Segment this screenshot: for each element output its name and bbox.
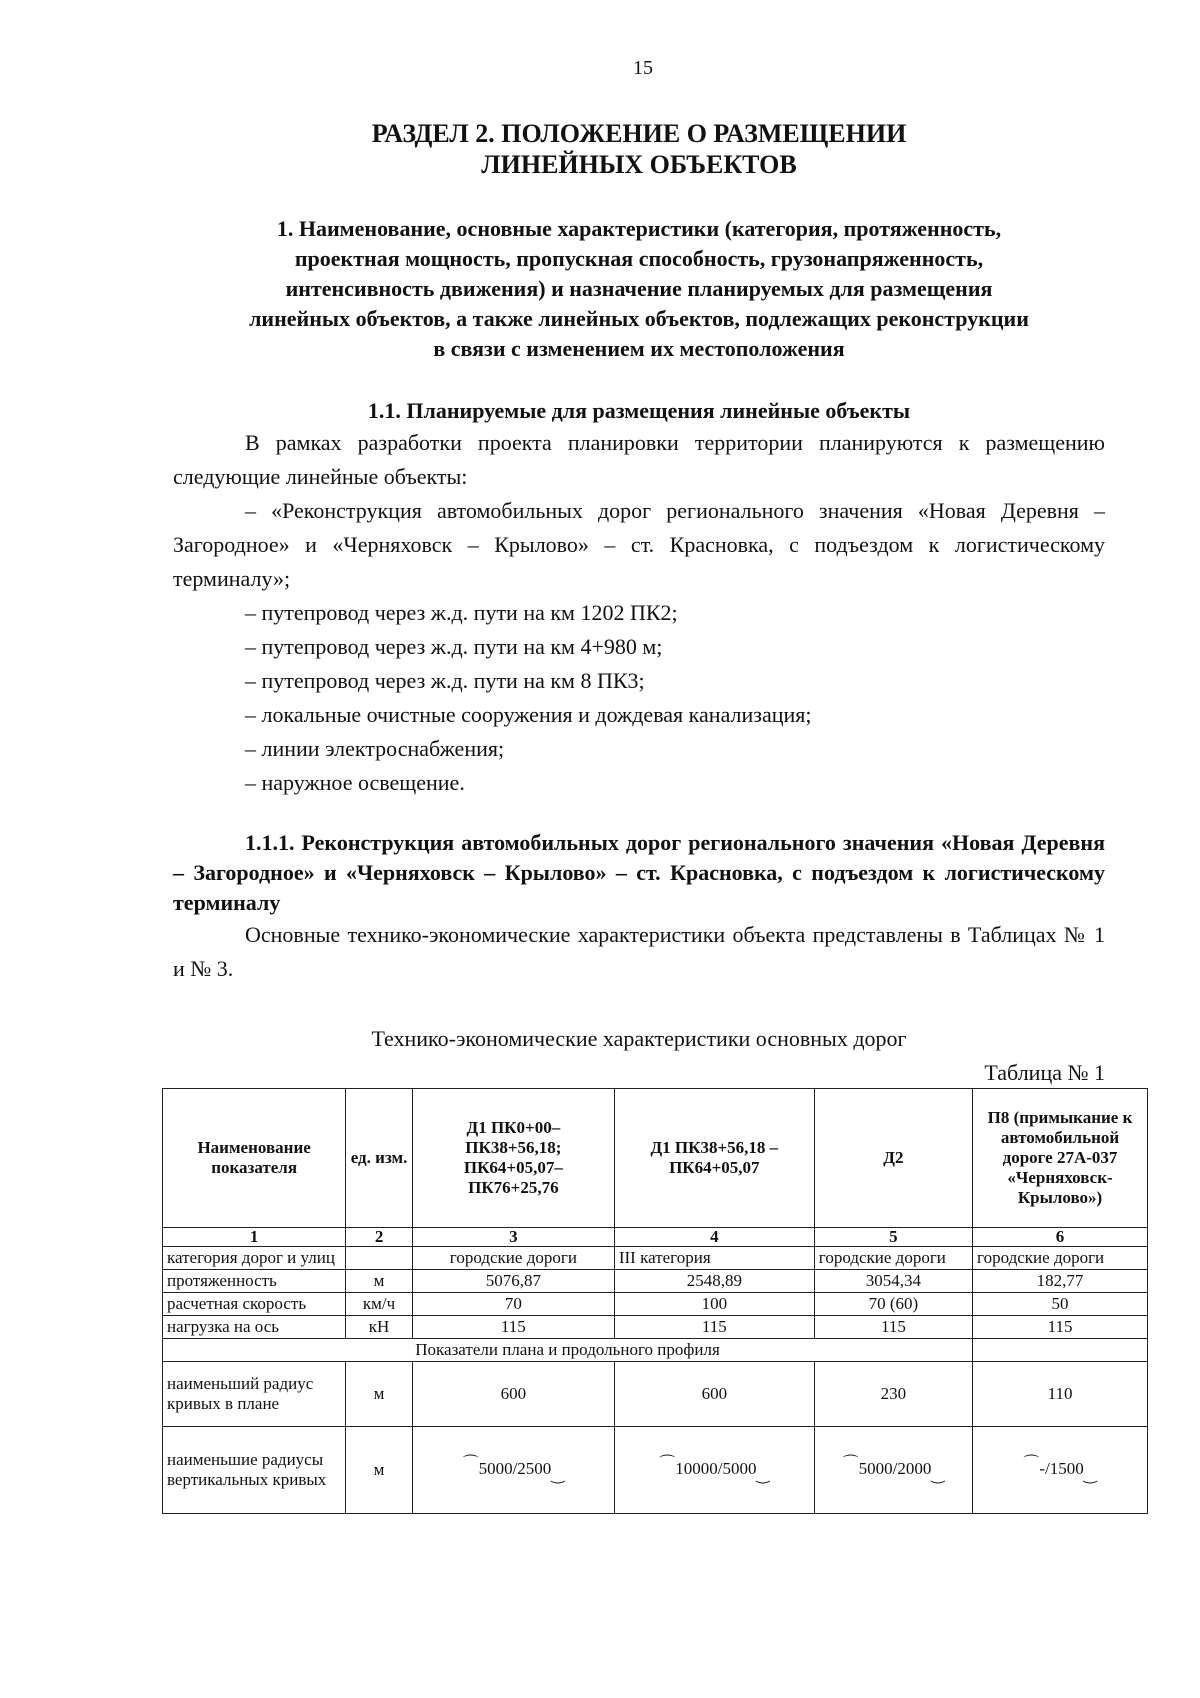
tech-table	[162, 1088, 1148, 1514]
table-cell: м	[346, 1362, 413, 1427]
table-cell	[814, 1427, 972, 1514]
table-caption: Технико-экономические характеристики основных дорог	[371, 1026, 907, 1051]
table-cell: 70 (60)	[814, 1293, 972, 1316]
table-cell: 70	[412, 1293, 614, 1316]
vertical-radii-value: 10000/5000	[675, 1459, 757, 1478]
table-cell	[973, 1427, 1148, 1514]
subsection-title-line: в связи с изменением их местоположения	[433, 336, 845, 361]
table-cell: кН	[346, 1316, 413, 1339]
table-group-label: Показатели плана и продольного профиля	[163, 1339, 973, 1362]
table-cell: 115	[814, 1316, 972, 1339]
table-cell: 2	[346, 1228, 413, 1247]
concave-arc-icon: ‿	[931, 1467, 945, 1484]
table-header-cell: П8 (примыкание к автомобильной дороге 27А-037 «Черняховск-Крылово»)	[973, 1089, 1148, 1228]
table-cell: наименьший радиус кривых в плане	[163, 1362, 346, 1427]
table-cell: 4	[614, 1228, 814, 1247]
table-header-cell: Д2	[814, 1089, 972, 1228]
section-title-line: РАЗДЕЛ 2. ПОЛОЖЕНИЕ О РАЗМЕЩЕНИИ	[371, 119, 907, 148]
table-cell: 5	[814, 1228, 972, 1247]
list-item: – линии электроснабжения;	[245, 736, 505, 761]
table-header-cell: Д1 ПК0+00– ПК38+56,18; ПК64+05,07– ПК76+25,76	[412, 1089, 614, 1228]
table-header-row	[163, 1089, 1148, 1228]
convex-arc-icon: ⌒	[1023, 1455, 1040, 1472]
convex-arc-icon: ⌒	[462, 1455, 479, 1472]
list-item: – локальные очистные сооружения и дождевая канализация;	[245, 702, 812, 727]
vertical-radii-value: 5000/2500	[478, 1459, 552, 1478]
table-group-row	[163, 1339, 1148, 1362]
table-cell: наименьшие радиусы вертикальных кривых	[163, 1427, 346, 1514]
table-cell: протяженность	[163, 1270, 346, 1293]
table-row	[163, 1270, 1148, 1293]
table-row	[163, 1362, 1148, 1427]
heading-reconstruction: 1.1.1. Реконструкция автомобильных дорог регионального значения «Новая Деревня – Загородное» и «Черняховск – Крылово» – ст. Красновка, с подъездом к логистическому терминалу	[173, 830, 1105, 915]
table-cell: 115	[614, 1316, 814, 1339]
table-cell: нагрузка на ось	[163, 1316, 346, 1339]
page-number: 15	[633, 57, 653, 79]
table-number: Таблица № 1	[984, 1060, 1105, 1085]
table-cell: 5076,87	[412, 1270, 614, 1293]
objects-list	[173, 494, 1105, 800]
table-cell: 110	[973, 1362, 1148, 1427]
table-cell: 115	[973, 1316, 1148, 1339]
table-header-cell: Наименование показателя	[163, 1089, 346, 1228]
table-cell: 100	[614, 1293, 814, 1316]
table-cell: 600	[412, 1362, 614, 1427]
concave-arc-icon: ‿	[756, 1467, 770, 1484]
table-cell: 3054,34	[814, 1270, 972, 1293]
table-cell	[346, 1247, 413, 1270]
vertical-radii-value: 5000/2000	[858, 1459, 932, 1478]
table-cell: 2548,89	[614, 1270, 814, 1293]
subsection-title-line: интенсивность движения) и назначение планируемых для размещения	[285, 276, 993, 301]
table-cell: расчетная скорость	[163, 1293, 346, 1316]
table-cell: 230	[814, 1362, 972, 1427]
table-cell: м	[346, 1270, 413, 1293]
list-item: – путепровод через ж.д. пути на км 4+980 м;	[245, 634, 663, 659]
concave-arc-icon: ‿	[551, 1467, 565, 1484]
convex-arc-icon: ⌒	[659, 1455, 676, 1472]
section-title	[173, 118, 1105, 180]
table-cell: 600	[614, 1362, 814, 1427]
subsection-title-line: 1. Наименование, основные характеристики (категория, протяженность,	[276, 216, 1002, 241]
characteristics-paragraph: Основные технико-экономические характеристики объекта представлены в Таблицах № 1 и № 3.	[173, 922, 1105, 981]
table-row	[163, 1247, 1148, 1270]
table-header-cell: ед. изм.	[346, 1089, 413, 1228]
heading-planned-objects: 1.1. Планируемые для размещения линейные объекты	[367, 398, 911, 423]
table-cell	[614, 1427, 814, 1514]
table-cell: 115	[412, 1316, 614, 1339]
list-item: – путепровод через ж.д. пути на км 1202 ПК2;	[245, 600, 678, 625]
table-cell: III категория	[614, 1247, 814, 1270]
list-item: – наружное освещение.	[245, 770, 465, 795]
table-header-cell: Д1 ПК38+56,18 – ПК64+05,07	[614, 1089, 814, 1228]
subsection-title	[173, 214, 1105, 364]
list-item: – путепровод через ж.д. пути на км 8 ПК3;	[245, 668, 645, 693]
table-cell: городские дороги	[412, 1247, 614, 1270]
table-cell: городские дороги	[814, 1247, 972, 1270]
list-item: – «Реконструкция автомобильных дорог регионального значения «Новая Деревня – Загородное» и «Черняховск – Крылово» – ст. Красновка, с подъездом к логистическому терминалу»;	[173, 498, 1105, 591]
subsection-title-line: проектная мощность, пропускная способность, грузонапряженность,	[294, 246, 984, 271]
vertical-radii-value: -/1500	[1039, 1459, 1084, 1478]
table-cell: 1	[163, 1228, 346, 1247]
table-row	[163, 1293, 1148, 1316]
table-row	[163, 1427, 1148, 1514]
table-cell: городские дороги	[973, 1247, 1148, 1270]
table-cell: км/ч	[346, 1293, 413, 1316]
table-cell: м	[346, 1427, 413, 1514]
table-cell: 6	[973, 1228, 1148, 1247]
convex-arc-icon: ⌒	[842, 1455, 859, 1472]
table-cell: 182,77	[973, 1270, 1148, 1293]
intro-paragraph: В рамках разработки проекта планировки территории планируются к размещению следующие линейные объекты:	[173, 430, 1105, 489]
concave-arc-icon: ‿	[1083, 1467, 1097, 1484]
table-column-numbers-row	[163, 1228, 1148, 1247]
table-cell	[412, 1427, 614, 1514]
table-cell	[973, 1339, 1148, 1362]
section-title-line: ЛИНЕЙНЫХ ОБЪЕКТОВ	[481, 150, 797, 179]
table-row	[163, 1316, 1148, 1339]
subsection-title-line: линейных объектов, а также линейных объектов, подлежащих реконструкции	[249, 306, 1029, 331]
table-cell: категория дорог и улиц	[163, 1247, 346, 1270]
table-cell: 50	[973, 1293, 1148, 1316]
table-cell: 3	[412, 1228, 614, 1247]
